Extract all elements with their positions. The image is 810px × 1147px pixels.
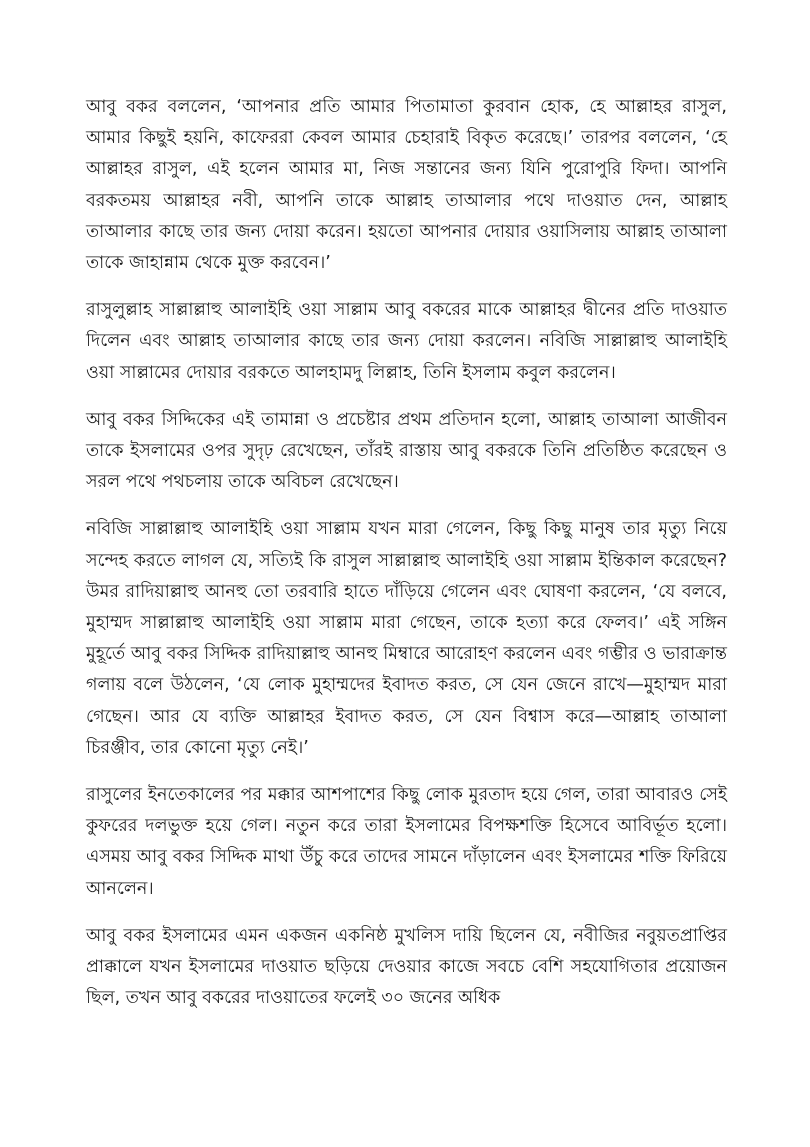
page-body <box>86 92 727 1030</box>
paragraph-2: রাসুলুল্লাহ সাল্লাল্লাহু আলাইহি ওয়া সাল্লাম আবু বকরের মাকে আল্লাহর দ্বীনের প্রতি দাওয়াত দিলেন এবং আল্লাহ তাআলার কাছে তার জন্য দোয়া করলেন। নবিজি সাল্লাল্লাহু আলাইহি ওয়া সাল্লামের দোয়ার বরকতে আলহামদু লিল্লাহ, তিনি ইসলাম কবুল করলেন। <box>86 300 727 383</box>
paragraph-4: নবিজি সাল্লাল্লাহু আলাইহি ওয়া সাল্লাম যখন মারা গেলেন, কিছু কিছু মানুষ তার মৃত্যু নিয়ে সন্দেহ করতে লাগল যে, সত্যিই কি রাসুল সাল্লাল্লাহু আলাইহি ওয়া সাল্লাম ইন্তিকাল করেছেন? উমর রাদিয়াল্লাহু আনহু তো তরবারি হাতে দাঁড়িয়ে গেলেন এবং ঘোষণা করলেন, ‘যে বলবে, মুহাম্মদ সাল্লাল্লাহু আলাইহি ওয়া সাল্লাম মারা গেছেন, তাকে হত্যা করে ফেলব।’ এই সঙ্গিন মুহূর্তে আবু বকর সিদ্দিক রাদিয়াল্লাহু আনহু মিম্বারে আরোহণ করলেন এবং গম্ভীর ও ভারাক্রান্ত গলায় বলে উঠলেন, ‘যে লোক মুহাম্মদের ইবাদত করত, সে যেন জেনে রাখে—মুহাম্মদ মারা গেছেন। আর যে ব্যক্তি আল্লাহর ইবাদত করত, সে যেন বিশ্বাস করে—আল্লাহ তাআলা চিরঞ্জীব, তার কোনো মৃত্যু নেই।’ <box>86 519 727 758</box>
paragraph-5: রাসুলের ইনতেকালের পর মক্কার আশপাশের কিছু লোক মুরতাদ হয়ে গেল, তারা আবারও সেই কুফরের দলভুক্ত হয়ে গেল। নতুন করে তারা ইসলামের বিপক্ষশক্তি হিসেবে আবির্ভূত হলো। এসময় আবু বকর সিদ্দিক মাথা উঁচু করে তাদের সামনে দাঁড়ালেন এবং ইসলামের শক্তি ফিরিয়ে আনলেন। <box>86 785 727 899</box>
paragraph-6: আবু বকর ইসলামের এমন একজন একনিষ্ঠ মুখলিস দায়ি ছিলেন যে, নবীজির নবুয়তপ্রাপ্তির প্রাক্কালে যখন ইসলামের দাওয়াত ছড়িয়ে দেওয়ার কাজে সবচে বেশি সহযোগিতার প্রয়োজন ছিল, তখন আবু বকরের দাওয়াতের ফলেই ৩০ জনের অধিক <box>86 925 727 1009</box>
paragraph-1: আবু বকর বললেন, ‘আপনার প্রতি আমার পিতামাতা কুরবান হোক, হে আল্লাহর রাসুল, আমার কিছুই হয়নি, কাফেররা কেবল আমার চেহারাই বিকৃত করেছে।’ তারপর বললেন, ‘হে আল্লাহর রাসুল, এই হলেন আমার মা, নিজ সন্তানের জন্য যিনি পুরোপুরি ফিদা। আপনি বরকতময় আল্লাহর নবী, আপনি তাকে আল্লাহ তাআলার পথে দাওয়াত দেন, আল্লাহ তাআলার কাছে তার জন্য দোয়া করেন। হয়তো আপনার দোয়ার ওয়াসিলায় আল্লাহ তাআলা তাকে জাহান্নাম থেকে মুক্ত করবেন।’ <box>86 97 727 274</box>
paragraph-3: আবু বকর সিদ্দিকের এই তামান্না ও প্রচেষ্টার প্রথম প্রতিদান হলো, আল্লাহ তাআলা আজীবন তাকে ইসলামের ওপর সুদৃঢ় রেখেছেন, তাঁরই রাস্তায় আবু বকরকে তিনি প্রতিষ্ঠিত করেছেন ও সরল পথে পথচলায় তাকে অবিচল রেখেছেন। <box>86 409 727 493</box>
